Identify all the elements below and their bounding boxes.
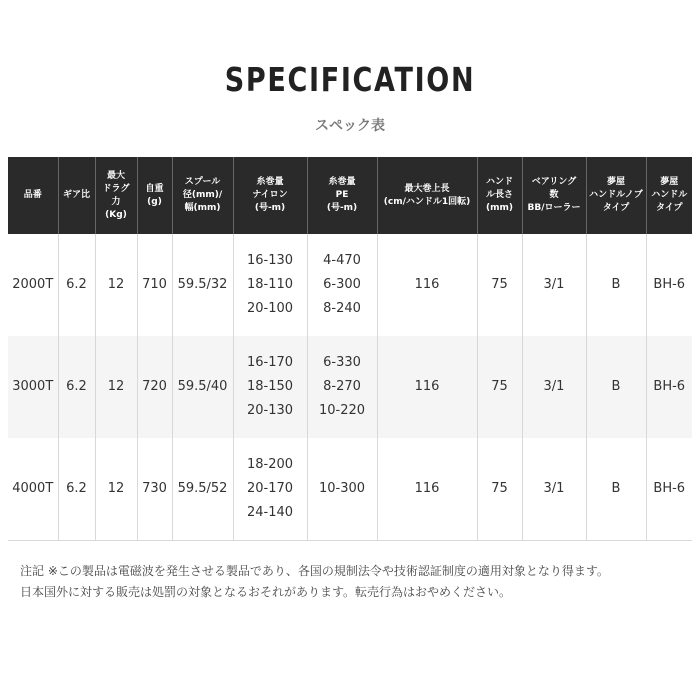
cell-model: 4000T: [8, 438, 58, 540]
cell-bearings: 3/1: [522, 438, 586, 540]
cell-bearings: 3/1: [522, 336, 586, 438]
cell-handle-length: 75: [477, 336, 522, 438]
col-header-bearings: ベアリング 数 BB/ローラー: [522, 157, 586, 234]
col-header-pe-capacity: 糸巻量 PE (号-m): [307, 157, 377, 234]
spec-table: [8, 157, 692, 541]
cell-knob-type: B: [586, 438, 646, 540]
col-header-spool: スプール 径(mm)/ 幅(mm): [172, 157, 233, 234]
footnote: [20, 561, 690, 603]
cell-gear-ratio: 6.2: [58, 234, 95, 336]
cell-spool: 59.5/32: [172, 234, 233, 336]
col-header-handle-length: ハンド ル長さ (mm): [477, 157, 522, 234]
cell-gear-ratio: 6.2: [58, 336, 95, 438]
cell-bearings: 3/1: [522, 234, 586, 336]
cell-handle-type: BH-6: [646, 336, 692, 438]
col-header-model: 品番: [8, 157, 58, 234]
footnote-line: 日本国外に対する販売は処罰の対象となるおそれがあります。転売行為はおやめください。: [20, 585, 512, 599]
table-row: [8, 438, 692, 540]
cell-max-drag: 12: [95, 234, 137, 336]
cell-nylon-capacity: 16-170 18-150 20-130: [233, 336, 307, 438]
col-header-gear-ratio: ギア比: [58, 157, 95, 234]
col-header-handle-type: 夢屋 ハンドル タイプ: [646, 157, 692, 234]
cell-handle-length: 75: [477, 234, 522, 336]
cell-weight: 720: [137, 336, 172, 438]
cell-max-drag: 12: [95, 438, 137, 540]
cell-retrieve: 116: [377, 234, 477, 336]
cell-nylon-capacity: 18-200 20-170 24-140: [233, 438, 307, 540]
cell-gear-ratio: 6.2: [58, 438, 95, 540]
header-row: [8, 157, 692, 234]
cell-weight: 730: [137, 438, 172, 540]
cell-pe-capacity: 6-330 8-270 10-220: [307, 336, 377, 438]
table-row: [8, 336, 692, 438]
cell-model: 3000T: [8, 336, 58, 438]
cell-model: 2000T: [8, 234, 58, 336]
page-title: SPECIFICATION: [224, 60, 476, 99]
col-header-knob-type: 夢屋 ハンドルノブ タイプ: [586, 157, 646, 234]
col-header-max-drag: 最大 ドラグ 力 (Kg): [95, 157, 137, 234]
cell-max-drag: 12: [95, 336, 137, 438]
cell-handle-length: 75: [477, 438, 522, 540]
cell-handle-type: BH-6: [646, 438, 692, 540]
cell-weight: 710: [137, 234, 172, 336]
cell-knob-type: B: [586, 234, 646, 336]
cell-pe-capacity: 10-300: [307, 438, 377, 540]
col-header-weight: 自重 (g): [137, 157, 172, 234]
cell-retrieve: 116: [377, 336, 477, 438]
footnote-line: 注記 ※この製品は電磁波を発生させる製品であり、各国の規制法令や技術認証制度の適用対象となり得ます。: [20, 564, 609, 578]
col-header-retrieve: 最大巻上長 (cm/ハンドル1回転): [377, 157, 477, 234]
cell-pe-capacity: 4-470 6-300 8-240: [307, 234, 377, 336]
cell-handle-type: BH-6: [653, 277, 686, 292]
page-subtitle: スペック表: [315, 118, 385, 134]
col-header-nylon-capacity: 糸巻量 ナイロン (号-m): [233, 157, 307, 234]
cell-knob-type: B: [586, 336, 646, 438]
table-row: [8, 234, 692, 336]
cell-spool: 59.5/52: [172, 438, 233, 540]
cell-nylon-capacity: 16-130 18-110 20-100: [233, 234, 307, 336]
cell-retrieve: 116: [377, 438, 477, 540]
cell-spool: 59.5/40: [172, 336, 233, 438]
